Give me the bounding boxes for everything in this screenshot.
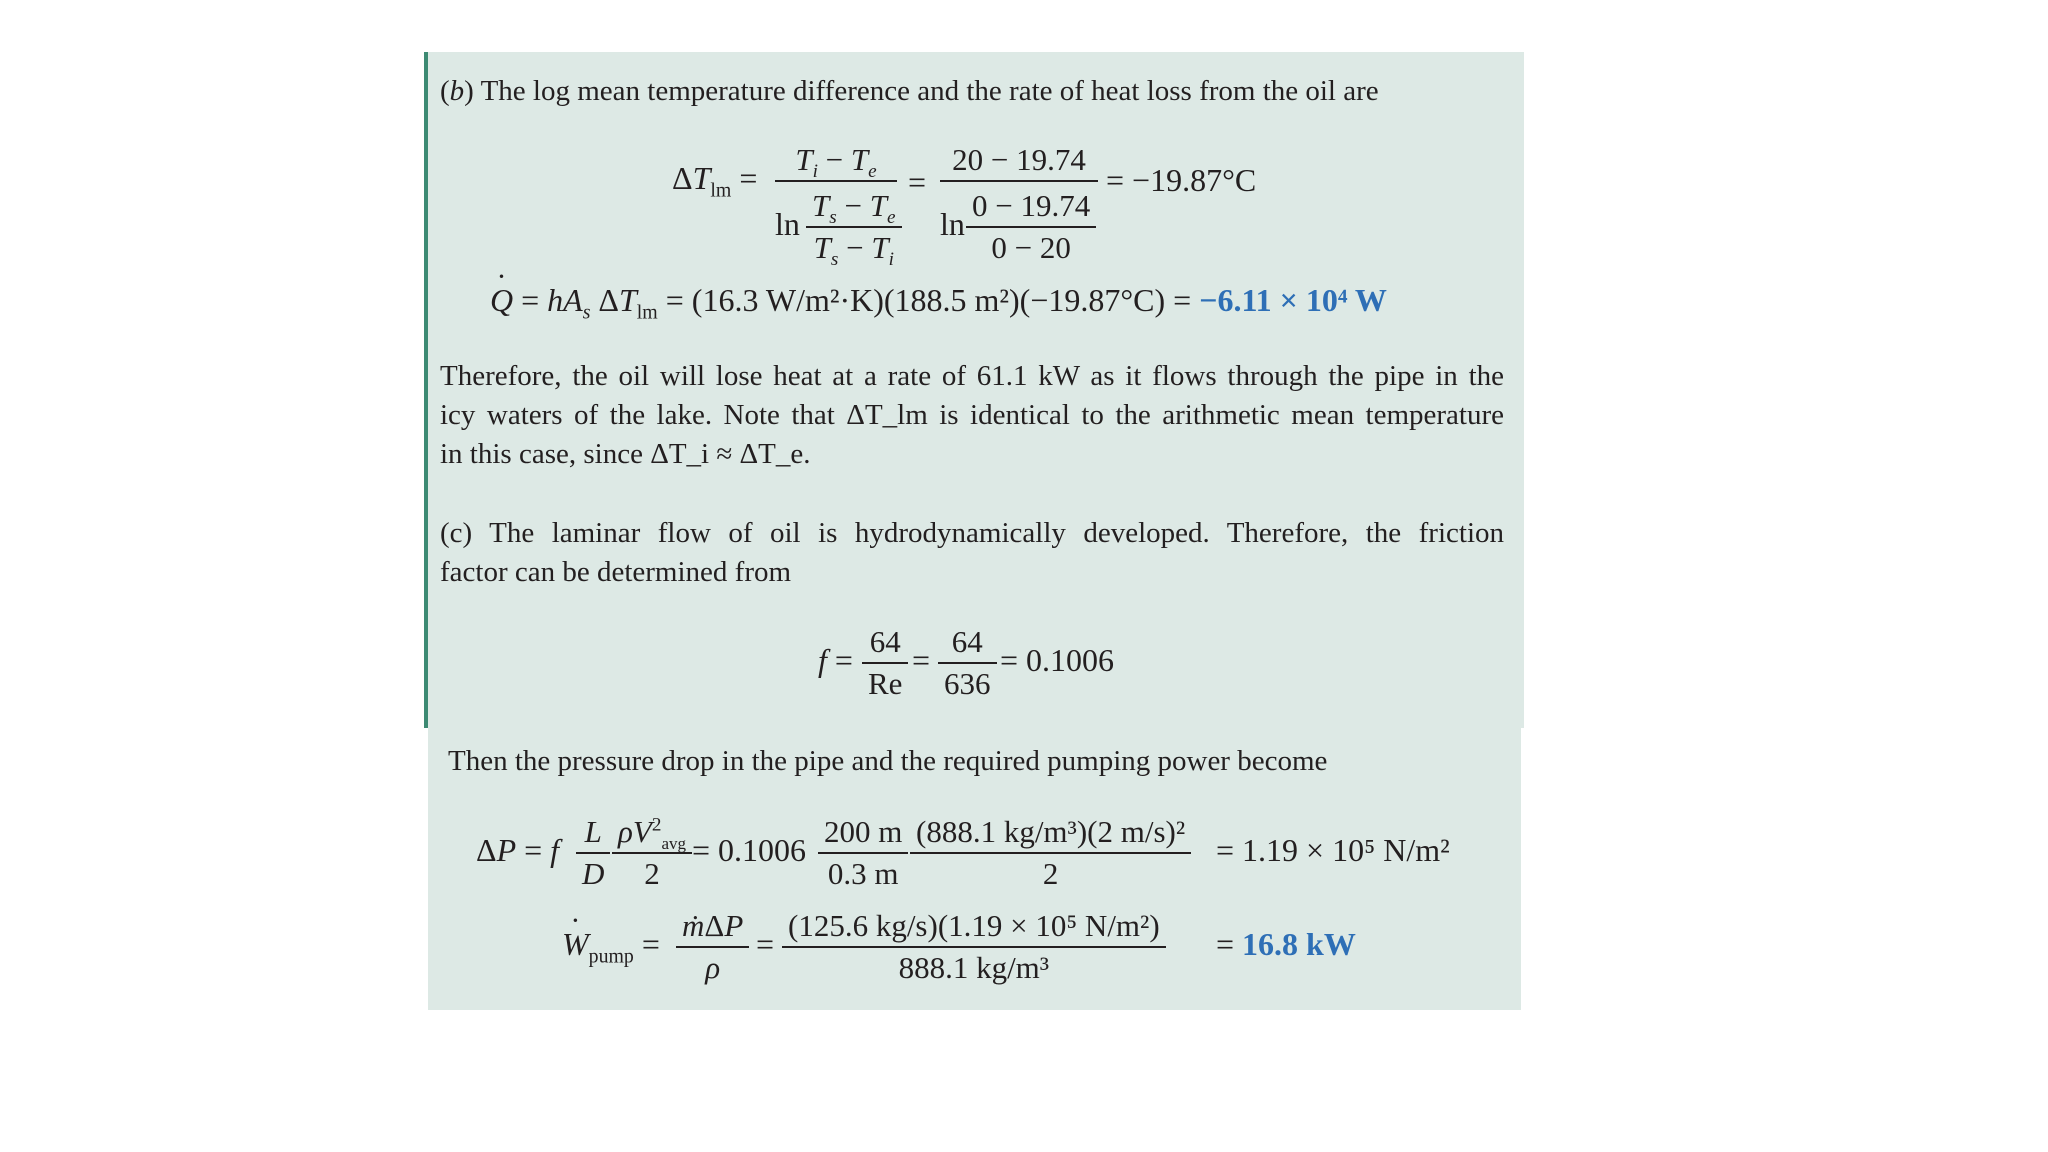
pump-fraction-1: ṁΔP ρ: [676, 906, 749, 988]
pressure-mid: = 0.1006: [692, 832, 807, 868]
section-b-label: (b): [440, 75, 474, 107]
section-c-intro: [440, 514, 1504, 592]
lmtd-symbolic-fraction: $T_i - T_e$: [775, 140, 897, 182]
pressure-fraction-rho-v: $\rho V^2_{avg}$ 2: [612, 812, 692, 894]
pump-result: = 16.8 kW: [1216, 926, 1356, 962]
pressure-intro: Then the pressure drop in the pipe and the required pumping power become: [448, 745, 1328, 777]
section-b-intro-text: The log mean temperature difference and the rate of heat loss from the oil are: [480, 75, 1379, 107]
friction-lhs: f =: [818, 642, 853, 678]
lmtd-numeric-fraction: 20 − 19.74: [940, 140, 1098, 182]
conclusion-line-3: in this case, since ΔT_i ≈ ΔT_e.: [440, 438, 811, 470]
conclusion-line-2: icy waters of the lake. Note that ΔT_lm is identical to the arithmetic mean temperature: [440, 399, 1504, 431]
lmtd-numeric-inner: $\frac{0 - 19.74}{0 - 20}$: [966, 186, 1096, 268]
lmtd-result: = −19.87°C: [1106, 162, 1257, 198]
pressure-lhs: ΔP = f: [476, 832, 560, 868]
section-c-intro-line-1: (c) The laminar flow of oil is hydrodynamically developed. Therefore, the friction: [440, 517, 1504, 549]
lmtd-numeric-ln: ln: [940, 206, 965, 242]
friction-fraction-1: $\frac{64}{Re}$: [862, 622, 908, 704]
section-b-conclusion: [440, 357, 1504, 474]
pressure-fraction-L-D: $\frac{L}{D}$: [576, 812, 610, 894]
pressure-result: = 1.19 × 10⁵ N/m²: [1216, 832, 1450, 868]
lmtd-symbolic-ln: ln: [775, 206, 800, 242]
heat-expression: = (16.3 W/m²·K)(188.5 m²)(−19.87°C) =: [665, 282, 1192, 318]
heat-result: −6.11 × 10⁴ W: [1199, 282, 1387, 318]
friction-result: = 0.1006: [1000, 642, 1115, 678]
pump-lhs: · $W_{pump}$ =: [562, 926, 660, 963]
pump-fraction-2: $\frac{\text{(125.6 kg/s)(1.19 × 10⁵ N/m²)}}{\text{888.1 kg/m³}}$: [782, 906, 1166, 988]
section-b-intro: [440, 72, 1379, 111]
heat-equation: · $Q = hA_s$ $\Delta T_{lm} = (16.3$ W/m²·K)(188.5 m²)(−19.87°C) = −6.11 × 10⁴ W: [490, 282, 1387, 319]
pressure-fraction-density: $\frac{\text{(888.1 kg/m³)(2 m/s)²}}{2}$: [910, 812, 1191, 894]
lmtd-symbolic-inner: $\frac{T_s - T_e}{T_s - T_i}$: [806, 186, 902, 268]
conclusion-line-1: Therefore, the oil will lose heat at a rate of 61.1 kW as it flows through the pipe in the: [440, 360, 1504, 392]
pressure-fraction-length: $\frac{200 m}{0.3 m}$: [818, 812, 908, 894]
lmtd-lhs: $\Delta T_{lm}$ =: [672, 160, 758, 202]
section-c-intro-line-2: factor can be determined from: [440, 556, 792, 588]
friction-fraction-2: $\frac{64}{636}$: [938, 622, 997, 704]
